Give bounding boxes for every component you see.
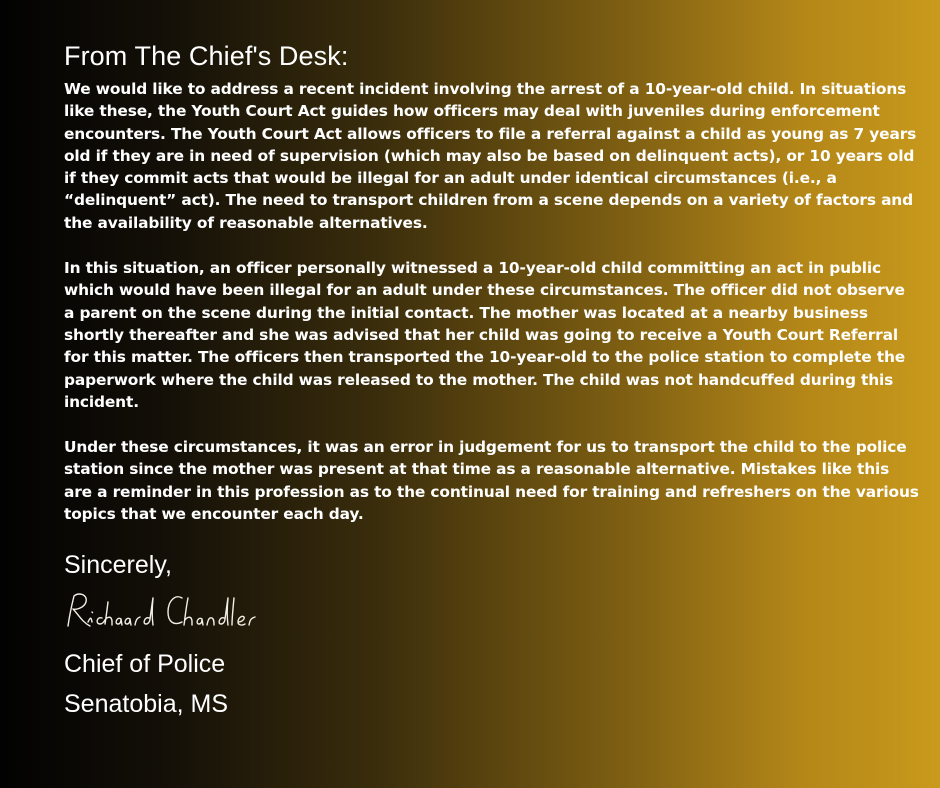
letter-heading: From The Chief's Desk: <box>64 41 349 71</box>
closing-salutation: Sincerely, <box>64 551 172 580</box>
paragraph-conclusion: Under these circumstances, it was an error in judgement for us to transport the child to the police station since the mother was present at that time as a reasonable alternative. Mistakes like this are a reminder in this profession as to the continual need for training and refreshers on the various topics that we encounter each day. <box>64 438 919 524</box>
paragraph-incident-overview: We would like to address a recent incident involving the arrest of a 10-year-old child. In situations like these, the Youth Court Act guides how officers may deal with juveniles during enforcement encounters. The Youth Court Act allows officers to file a referral against a child as young as 7 years old if they are in need of supervision (which may also be based on delinquent acts), or 10 years old if they commit acts that would be illegal for an adult under identical circumstances (i.e., a “delinquent” act). The need to transport children from a scene depends on a variety of factors and the availability of reasonable alternatives. <box>64 80 917 232</box>
signer-title: Chief of Police <box>64 650 226 679</box>
signature-image <box>64 582 920 644</box>
paragraph-situation: In this situation, an officer personally witnessed a 10-year-old child committing an act in public which would have been illegal for an adult under these circumstances. The officer did not observe a parent on the scene during the initial contact. The mother was located at a nearby business shortly thereafter and she was advised that her child was going to receive a Youth Court Referral for this matter. The officers then transported the 10-year-old to the police station to complete the paperwork where the child was released to the mother. The child was not handcuffed during this incident. <box>64 259 906 411</box>
signer-location: Senatobia, MS <box>64 690 228 719</box>
letter <box>64 38 920 724</box>
